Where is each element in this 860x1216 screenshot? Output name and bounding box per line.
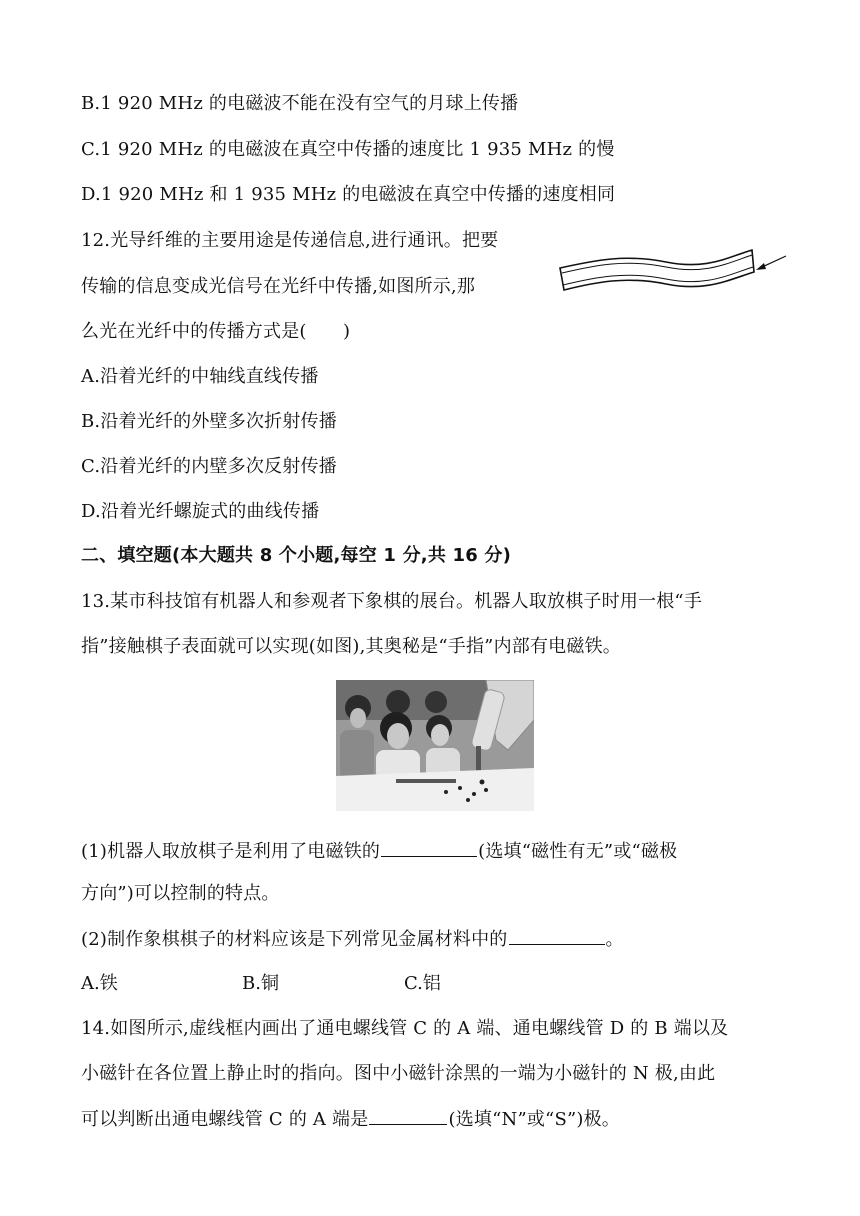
q13-option-a: A.铁 [81,973,118,994]
optical-fiber-figure [556,246,788,306]
q12-option-a: A.沿着光纤的中轴线直线传播 [81,366,319,387]
q11-option-b: B.1 920 MHz 的电磁波不能在没有空气的月球上传播 [81,93,519,114]
q14-stem-line3 [81,1106,620,1133]
q11-option-c: C.1 920 MHz 的电磁波在真空中传播的速度比 1 935 MHz 的慢 [81,139,615,160]
q13-option-b: B.铜 [242,973,279,994]
q12-option-c: C.沿着光纤的内壁多次反射传播 [81,456,337,477]
q14-choices: (选填“N”或“S”)极。 [448,1109,621,1130]
q12-stem-line1: 12.光导纤维的主要用途是传递信息,进行通讯。把要 [81,230,499,251]
q14-stem-line2: 小磁针在各位置上静止时的指向。图中小磁针涂黑的一端为小磁针的 N 极,由此 [81,1063,716,1084]
q13-stem-line1: 13.某市科技馆有机器人和参观者下象棋的展台。机器人取放棋子时用一根“手 [81,591,703,612]
q13-part2-answer-blank[interactable] [509,926,605,945]
q13-part2-end: 。 [605,929,624,950]
q14-line3-text: 可以判断出通电螺线管 C 的 A 端是 [81,1109,369,1130]
q12-option-d: D.沿着光纤螺旋式的曲线传播 [81,501,320,522]
q13-stem-line2: 指”接触棋子表面就可以实现(如图),其奥秘是“手指”内部有电磁铁。 [81,636,621,657]
q13-part1-choices: (选填“磁性有无”或“磁极 [478,841,678,862]
q13-part1-text: (1)机器人取放棋子是利用了电磁铁的 [81,841,381,862]
q11-option-d: D.1 920 MHz 和 1 935 MHz 的电磁波在真空中传播的速度相同 [81,184,616,205]
q12-stem-line2: 传输的信息变成光信号在光纤中传播,如图所示,那 [81,276,476,297]
q13-option-c: C.铝 [404,973,441,994]
q12-option-b: B.沿着光纤的外壁多次折射传播 [81,411,337,432]
q12-stem-line3: 么光在光纤中的传播方式是( ) [81,321,351,342]
q14-answer-blank[interactable] [369,1106,447,1125]
q13-part1-line2: 方向”)可以控制的特点。 [81,883,280,904]
section-heading-fill-in: 二、填空题(本大题共 8 个小题,每空 1 分,共 16 分) [81,545,512,566]
q14-stem-line1: 14.如图所示,虚线框内画出了通电螺线管 C 的 A 端、通电螺线管 D 的 B 端以及 [81,1018,729,1039]
q13-part2-text: (2)制作象棋棋子的材料应该是下列常见金属材料中的 [81,929,508,950]
q13-part1-answer-blank[interactable] [381,838,477,857]
q13-part1-line1 [81,838,677,865]
q13-part2-line [81,926,624,953]
robot-chess-photo [336,680,534,811]
